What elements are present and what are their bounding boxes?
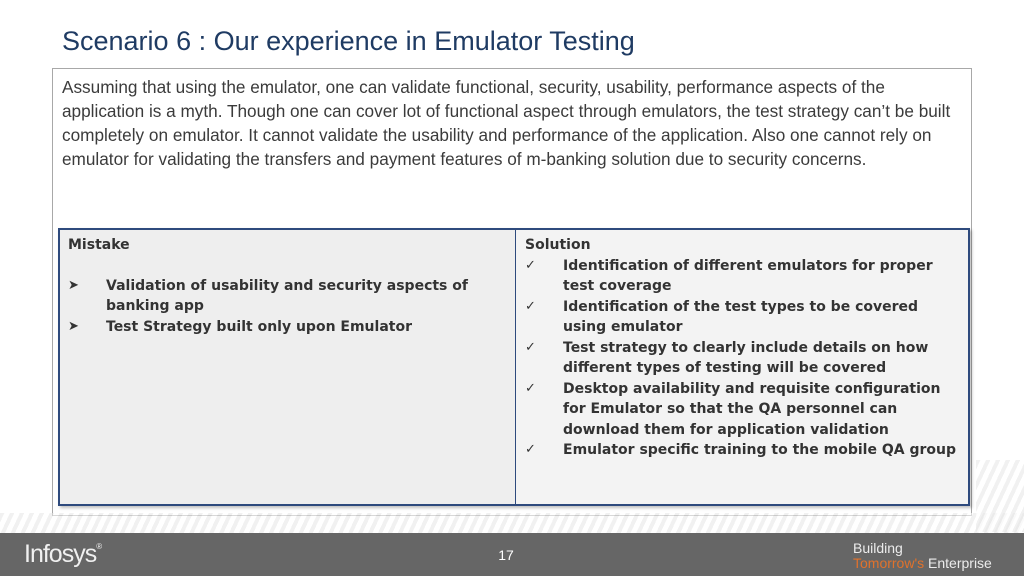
check-bullet-icon: ✓ [525,339,536,355]
list-item [525,338,960,379]
decorative-stripe-band [0,513,1024,533]
infosys-logo [24,540,102,569]
tagline-line-1: Building [853,540,903,556]
decorative-stripe-corner [976,460,1024,532]
solution-item: Identification of the test types to be covered using emulator [563,298,919,335]
solution-item: Desktop availability and requisite configuration for Emulator so that the QA personnel can download them for application validation [563,380,941,438]
mistake-item: Test Strategy built only upon Emulator [106,318,412,335]
list-item [525,297,960,338]
solution-item: Emulator specific training to the mobile QA group [563,442,956,458]
slide-title: Scenario 6 : Our experience in Emulator Testing [62,26,635,56]
solution-column [516,230,968,504]
check-bullet-icon: ✓ [525,380,536,396]
footer-bar [0,533,1024,576]
mistake-header: Mistake [68,237,130,253]
tagline-line-2 [853,556,992,571]
registered-mark: ® [96,542,103,551]
tagline-rest: Enterprise [924,555,992,571]
mistake-item: Validation of usability and security aspects of banking app [106,277,468,314]
arrow-bullet-icon: ➤ [68,277,79,293]
solution-item: Identification of different emulators for proper test coverage [563,257,933,294]
logo-text: Infosys [24,540,97,568]
page-number: 17 [498,547,514,563]
intro-paragraph: Assuming that using the emulator, one can validate functional, security, usability, performance aspects of the application is a myth. Though one can cover lot of functional aspect through emulators, the test strategy can’t be built completely on emulator. It cannot validate the usability and performance of the application. Also one cannot rely on emulator for validating the transfers and payment features of m-banking solution due to security concerns. [62,77,951,169]
list-item [525,379,960,441]
arrow-bullet-icon: ➤ [68,318,79,334]
mistake-column [60,230,516,504]
list-item [525,256,960,297]
list-item [525,440,960,461]
check-bullet-icon: ✓ [525,257,536,273]
tagline [853,541,992,571]
solution-header: Solution [525,237,591,253]
list-item [68,276,507,317]
list-item [68,317,507,338]
mistake-solution-table [58,228,970,506]
tagline-accent: Tomorrow's [853,555,925,571]
check-bullet-icon: ✓ [525,298,536,314]
check-bullet-icon: ✓ [525,442,536,457]
solution-item: Test strategy to clearly include details on how different types of testing will be covered [563,339,929,376]
